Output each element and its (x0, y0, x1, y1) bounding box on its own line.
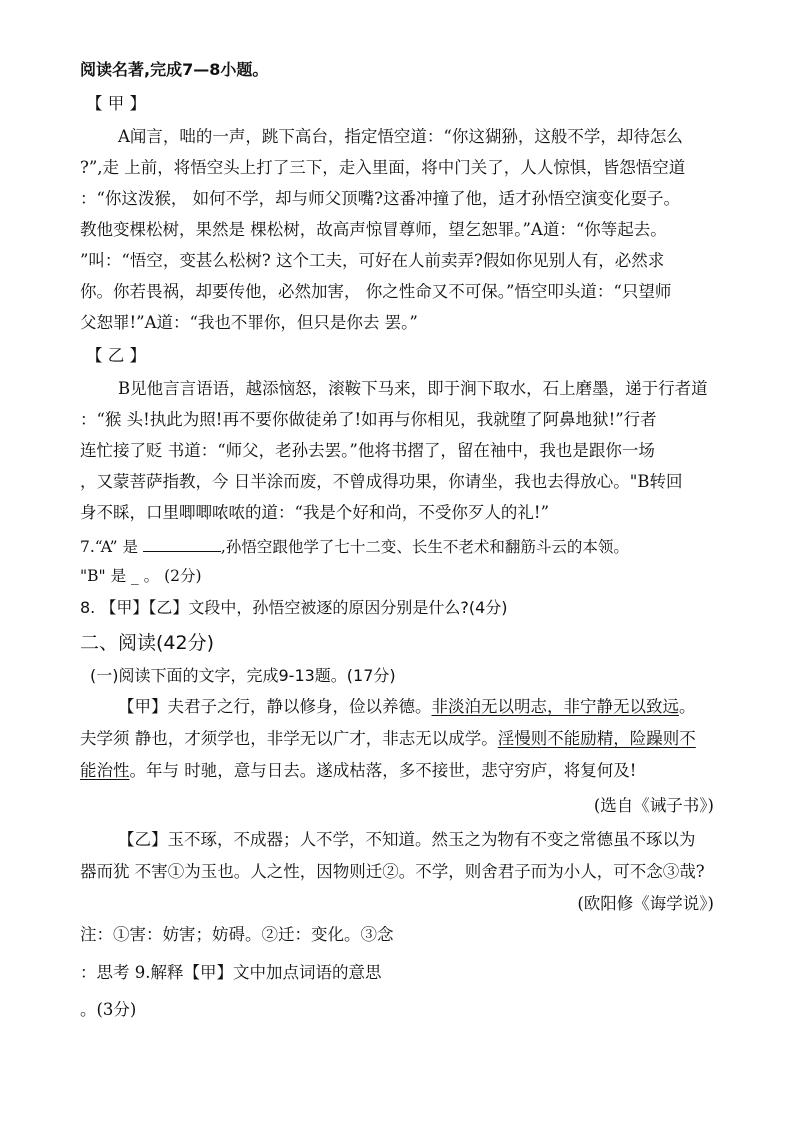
jia-label: 【 甲 】 (86, 94, 146, 113)
jia-line: A闻言，咄的一声，跳下高台，指定悟空道：“你这猢狲，这般不学，却待怎么 (118, 127, 683, 146)
q7-answer-blank[interactable] (143, 537, 221, 552)
passage-text: 。 (679, 697, 696, 716)
section-2-title: 二、阅读(42分) (80, 632, 215, 654)
q7-prefix: 7.“A” 是 (80, 538, 138, 556)
footnote: 注：①害：妨害；妨碍。②迁：变化。③念 (80, 925, 394, 944)
question-7 (80, 537, 629, 557)
question-8: 8. 【甲】【乙】文段中，孙悟空被逐的原因分别是什么?(4分) (80, 598, 508, 617)
passage-text: 。年与 时驰，意与日去。遂成枯落，多不接世，悲守穷庐，将复何及! (129, 761, 637, 780)
subsection-1-title: (一)阅读下面的文字，完成9-13题。(17分) (90, 666, 396, 685)
jia-line: ”叫：“悟空，变甚么松树? 这个工夫，可好在人前卖弄?假如你见别人有，必然求 (80, 251, 665, 270)
passage-yi-line: 【乙】玉不琢，不成器；人不学，不知道。然玉之为物有不变之常德虽不琢以为 (118, 830, 696, 849)
passage-jia-line (80, 761, 636, 781)
yi-line: B见他言言语语，越添恼怒，滚鞍下马来，即于涧下取水，石上磨墨，递于行者道 (118, 379, 708, 398)
question-9: ：思考 9.解释【甲】文中加点词语的意思 (80, 963, 382, 982)
passage-jia-line (118, 697, 696, 717)
underlined-sentence: 淫慢则不能励精，险躁则不 (497, 729, 696, 748)
yi-label: 【 乙 】 (86, 346, 146, 365)
source-citation: (欧阳修《诲学说》) (577, 894, 714, 913)
reading-title: 阅读名著,完成7—8小题。 (80, 60, 269, 79)
jia-line: 父恕罪!”A道：“我也不罪你，但只是你去 罢。” (80, 313, 418, 332)
underlined-sentence: 非淡泊无以明志，非宁静无以致远 (431, 697, 679, 716)
jia-line: ：“你这泼猴， 如何不学，却与师父顶嘴?这番冲撞了他，适才孙悟空演变化耍子。 (80, 189, 681, 208)
passage-jia-line (80, 729, 696, 749)
yi-line: 连忙接了贬 书道：“师父，老孙去罢。”他将书摺了，留在袖中，我也是跟你一场 (80, 441, 655, 460)
yi-line: ：“猴 头!执此为照!再不要你做徒弟了!如再与你相见，我就堕了阿鼻地狱!”行者 (80, 410, 657, 429)
jia-line: 教他变棵松树，果然是 棵松树，故高声惊冒尊师，望乞恕罪。”A道：“你等起去。 (80, 220, 667, 239)
underlined-sentence: 能治性 (80, 761, 130, 780)
q7-suffix: ,孙悟空跟他学了七十二变、长生不老术和翻筋斗云的本领。 (220, 538, 629, 556)
jia-line: ?”,走 上前，将悟空头上打了三下，走入里面，将中门关了，人人惊惧，皆怨悟空道 (80, 158, 686, 177)
source-citation: (选自《诫子书》) (593, 796, 714, 815)
question-7-line2: "B" 是 _ 。 (2分) (80, 567, 202, 585)
question-9-points: 。(3分) (80, 1000, 137, 1019)
jia-line: 你。你若畏祸，却要传他，必然加害， 你之性命又不可保。”悟空叩头道：“只望师 (80, 282, 672, 301)
passage-text: 夫学须 静也，才须学也，非学无以广才，非志无以成学。 (80, 729, 498, 748)
yi-line: ，又蒙菩萨指教，今 日半涂而废，不曾成得功果，你请坐，我也去得放心。"B转回 (80, 472, 683, 491)
yi-line: 身不睬，口里唧唧哝哝的道：“我是个好和尚，不受你歹人的礼!” (80, 503, 550, 522)
passage-yi-line: 器而犹 不害①为玉也。人之性，因物则迁②。不学，则舍君子而为小人，可不念③哉? (80, 862, 705, 881)
passage-text: 【甲】夫君子之行，静以修身，俭以养德。 (118, 697, 432, 716)
